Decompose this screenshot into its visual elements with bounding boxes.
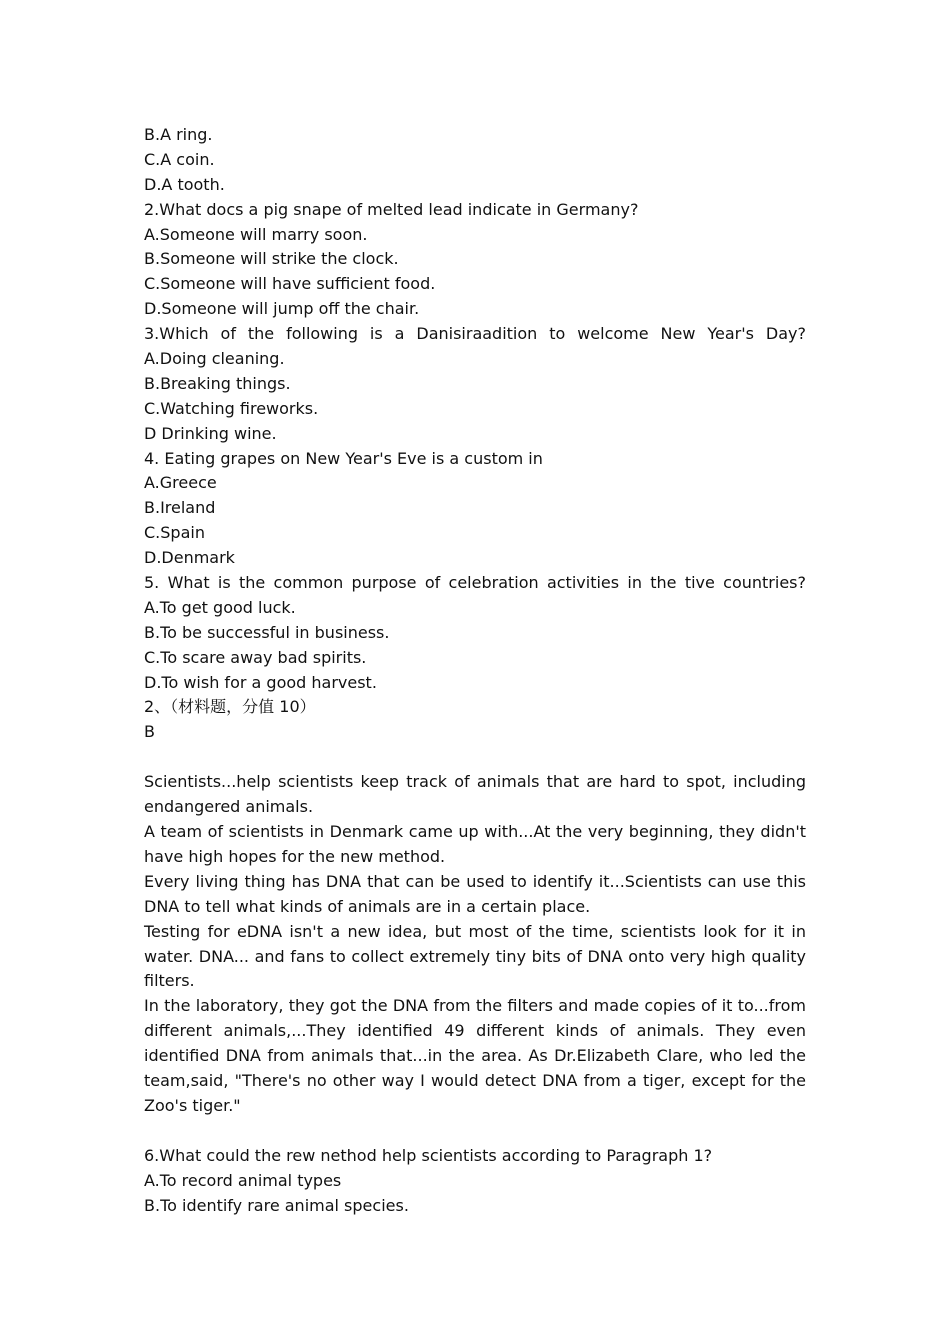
q2-stem: 2.What docs a pig snape of melted lead indicate in Germany? [144, 199, 639, 219]
q1-option-c: C.A coin. [144, 149, 215, 169]
q1-option-d: D.A tooth. [144, 174, 225, 194]
section-heading: 2、（材料题，分值 10） [144, 697, 316, 717]
q4-option-b: B.Ireland [144, 498, 216, 518]
q3-option-a: A.Doing cleaning. [144, 349, 285, 369]
q5-option-a: A.To get good luck. [144, 597, 296, 617]
q5-option-b: B.To be successful in business. [144, 622, 390, 642]
q2-option-d: D.Someone will jump off the chair. [144, 299, 420, 319]
passage-paragraph-3: Every living thing has DNA that can be used to identify it...Scientists can use this DNA to tell what kinds of animals are in a certain place. [144, 871, 806, 916]
spacer [144, 1119, 806, 1144]
document-page [144, 123, 806, 1218]
passage-paragraph-1: Scientists...help scientists keep track of animals that are hard to spot, including endangered animals. [144, 772, 806, 817]
q3-option-d: D Drinking wine. [144, 423, 277, 443]
q3-stem: 3.Which of the following is a Danisiraadition to welcome New Year's Day? [144, 324, 806, 344]
q5-option-d: D.To wish for a good harvest. [144, 672, 377, 692]
q5-stem: 5. What is the common purpose of celebration activities in the tive countries? [144, 573, 806, 593]
q5-option-c: C.To scare away bad spirits. [144, 647, 367, 667]
passage-paragraph-4: Testing for eDNA isn't a new idea, but most of the time, scientists look for it in water. DNA... and fans to collect extremely tiny bits of DNA onto very high quality filters. [144, 921, 806, 991]
q4-option-d: D.Denmark [144, 548, 235, 568]
q3-option-c: C.Watching fireworks. [144, 398, 319, 418]
passage-paragraph-2: A team of scientists in Denmark came up with...At the very beginning, they didn't have high hopes for the new method. [144, 821, 806, 866]
q2-option-a: A.Someone will marry soon. [144, 224, 368, 244]
passage-paragraph-5: In the laboratory, they got the DNA from the filters and made copies of it to...from different animals,...They identified 49 different kinds of animals. They even identified DNA from animals that...in the area. As Dr.Elizabeth Clare, who led the team,said, "There's no other way I would detect DNA from a tiger, except for the Zoo's tiger." [144, 996, 806, 1115]
q2-option-b: B.Someone will strike the clock. [144, 249, 399, 269]
q6-option-a: A.To record animal types [144, 1170, 342, 1190]
q4-option-c: C.Spain [144, 523, 205, 543]
q3-option-b: B.Breaking things. [144, 373, 291, 393]
q6-option-b: B.To identify rare animal species. [144, 1195, 409, 1215]
spacer [144, 745, 806, 770]
q6-stem: 6.What could the rew nethod help scientists according to Paragraph 1? [144, 1145, 713, 1165]
section-letter: B [144, 722, 155, 742]
q4-stem: 4. Eating grapes on New Year's Eve is a custom in [144, 448, 543, 468]
q2-option-c: C.Someone will have sufficient food. [144, 274, 436, 294]
q4-option-a: A.Greece [144, 473, 217, 493]
q1-option-b: B.A ring. [144, 125, 213, 144]
